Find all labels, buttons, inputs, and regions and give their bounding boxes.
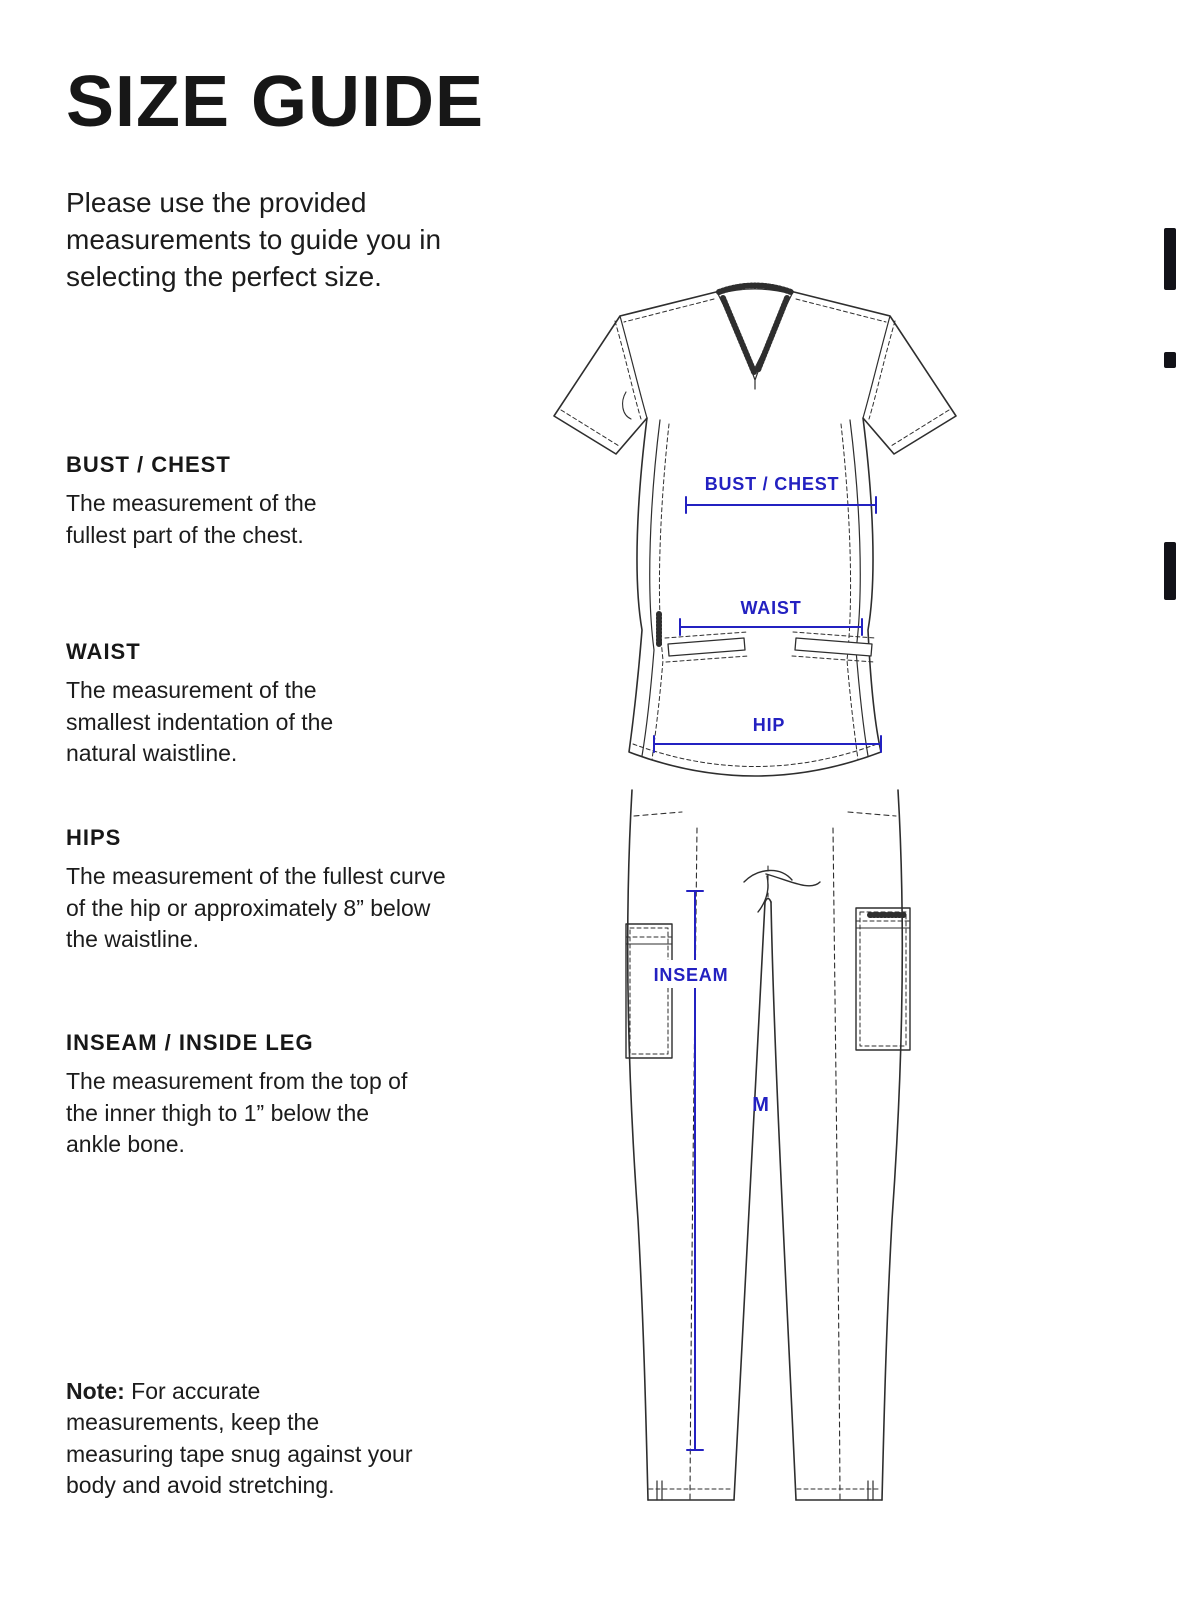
right-edge-mark-2 <box>1164 352 1176 368</box>
bust-measure-label: BUST / CHEST <box>704 474 840 494</box>
section-inseam-title: INSEAM / INSIDE LEG <box>66 1030 314 1055</box>
pants-left-inseam <box>734 902 765 1500</box>
waist-measure-label: WAIST <box>740 598 802 618</box>
drawstring <box>744 870 820 912</box>
pants-waist-stitch <box>634 812 896 816</box>
pants-right-crease <box>833 828 840 1500</box>
section-hips-title: HIPS <box>66 825 122 850</box>
section-waist-description: The measurement of the smallest indentation of the natural waistline. <box>66 677 334 767</box>
pants-right-inseam <box>771 902 796 1500</box>
size-marker-label: M <box>752 1094 770 1116</box>
note-label: Note: <box>66 1378 125 1404</box>
hip-measure-label: HIP <box>752 715 786 735</box>
top-outline <box>554 284 956 776</box>
note <box>66 1376 416 1501</box>
pants-hem-slits <box>657 1481 873 1500</box>
section-inseam-description: The measurement from the top of the inner thigh to 1” below the ankle bone. <box>66 1068 408 1158</box>
intro-text: Please use the provided measurements to guide you in selecting the perfect size. <box>66 187 442 293</box>
right-edge-mark-3 <box>1164 542 1176 600</box>
pants-left-outseam <box>628 790 648 1500</box>
size-guide-diagram <box>520 268 990 1528</box>
page-title: SIZE GUIDE <box>66 62 485 142</box>
note-text: For accurate measurements, keep the measuring tape snug against your body and avoid stretching. <box>66 1378 413 1498</box>
pants-right-outseam <box>882 790 902 1500</box>
right-edge-mark-1 <box>1164 228 1176 290</box>
section-hips-description: The measurement of the fullest curve of the hip or approximately 8” below the waistline. <box>66 863 446 953</box>
section-bust-description: The measurement of the fullest part of the chest. <box>66 490 317 548</box>
inseam-measure-label: INSEAM <box>653 965 729 985</box>
scrub-top-drawing <box>554 284 956 776</box>
section-bust-title: BUST / CHEST <box>66 452 231 477</box>
section-waist-title: WAIST <box>66 639 141 664</box>
scrub-pants-drawing <box>626 790 910 1500</box>
